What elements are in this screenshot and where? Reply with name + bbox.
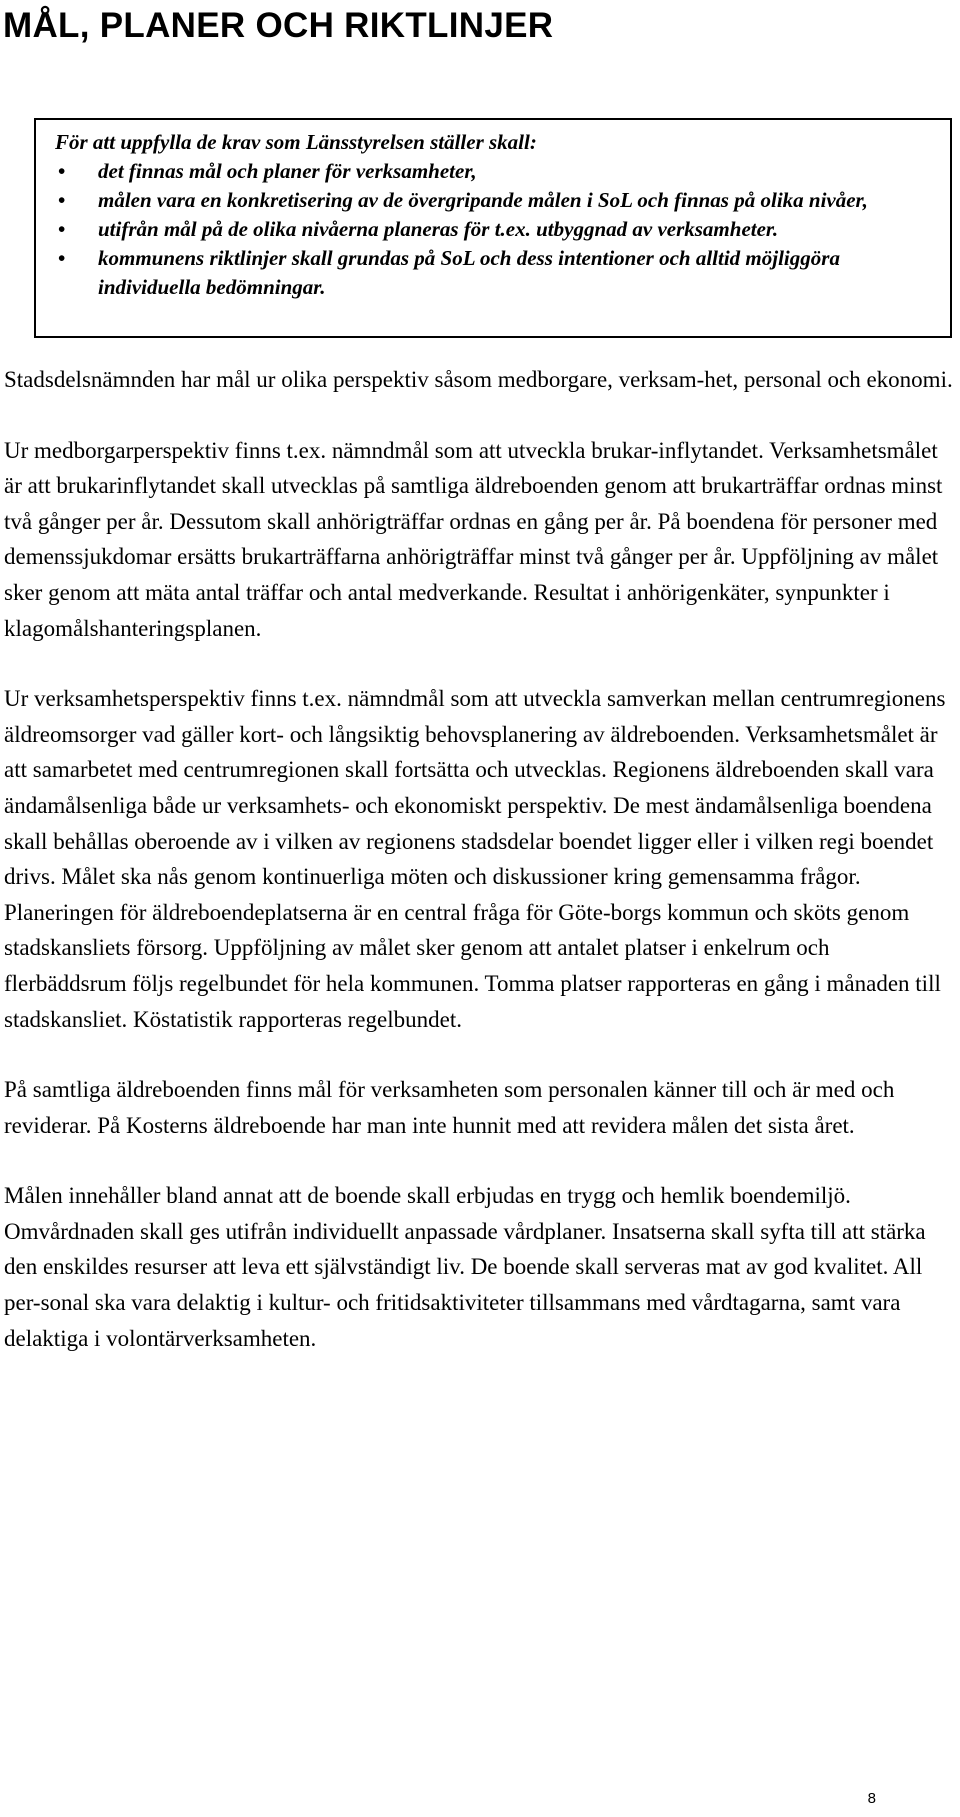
requirement-item: • kommunens riktlinjer skall grundas på SoL och dess intentioner och alltid möjliggöra individuella bedömningar.: [52, 244, 936, 302]
paragraph-perspectives: Stadsdelsnämnden har mål ur olika perspektiv såsom medborgare, verksam-het, personal och ekonomi.: [4, 367, 953, 392]
page-title: MÅL, PLANER OCH RIKTLINJER: [3, 6, 554, 45]
page-number: 8: [867, 1790, 876, 1807]
paragraph-citizen-perspective: Ur medborgarperspektiv finns t.ex. nämndmål som att utveckla brukar-inflytandet. Verksamhetsmålet är att brukarinflytandet skall utvecklas på samtliga äldreboenden genom att brukarträffar ordnas minst två gånger per år. Dessutom skall anhörigträffar ordnas en gång per år. På boendena för personer med demenssjukdomar ersätts brukarträffarna anhörigträffar minst två gånger per år. Uppföljning av målet sker genom att mäta antal träffar och antal medverkande. Resultat i anhörigenkäter, synpunkter i klagomålshanteringsplanen.: [4, 437, 943, 641]
requirements-box: [34, 118, 952, 338]
requirement-item: • utifrån mål på de olika nivåerna planeras för t.ex. utbyggnad av verksamheter.: [52, 215, 936, 244]
body-text: [4, 362, 956, 1391]
requirements-intro: För att uppfylla de krav som Länsstyrelsen ställer skall:: [55, 130, 537, 154]
paragraph-staff-goals: På samtliga äldreboenden finns mål för verksamheten som personalen känner till och är med och reviderar. På Kosterns äldreboende har man inte hunnit med att revidera målen det sista året.: [4, 1077, 895, 1138]
paragraph-operations-perspective: Ur verksamhetsperspektiv finns t.ex. nämndmål som att utveckla samverkan mellan centrumregionens äldreomsorger vad gäller kort- och långsiktig behovsplanering av äldreboenden. Verksamhetsmålet är att samarbetet med centrumregionen skall fortsätta och utvecklas. Regionens äldreboenden skall vara ändamålsenliga både ur verksamhets- och ekonomiskt perspektiv. De mest ändamålsenliga boendena skall behållas oberoende av i vilken av regionens stadsdelar boendet ligger eller i vilken regi boendet drivs. Målet ska nås genom kontinuerliga möten och diskussioner kring gemensamma frågor. Planeringen för äldreboendeplatserna är en central fråga för Göte-borgs kommun och sköts genom stadskansliets försorg. Uppföljning av målet sker genom att antalet platser i enkelrum och flerbäddsrum följs regelbundet för hela kommunen. Tomma platser rapporteras en gång i månaden till stadskansliet. Köstatistik rapporteras regelbundet.: [4, 686, 946, 1032]
paragraph-goal-contents: Målen innehåller bland annat att de boende skall erbjudas en trygg och hemlik boendemiljö. Omvårdnaden skall ges utifrån individuellt anpassade vårdplaner. Insatserna skall syfta till att stärka den enskildes resurser att leva ett självständigt liv. De boende skall serveras mat av god kvalitet. All per-sonal ska vara delaktig i kultur- och fritidsaktiviteter tillsammans med vårdtagarna, samt vara delaktiga i volontärverksamheten.: [4, 1183, 926, 1351]
requirement-item: • målen vara en konkretisering av de övergripande målen i SoL och finnas på olika nivåer,: [52, 186, 936, 215]
requirements-list: [52, 157, 936, 302]
requirement-item: • det finnas mål och planer för verksamheter,: [52, 157, 936, 186]
